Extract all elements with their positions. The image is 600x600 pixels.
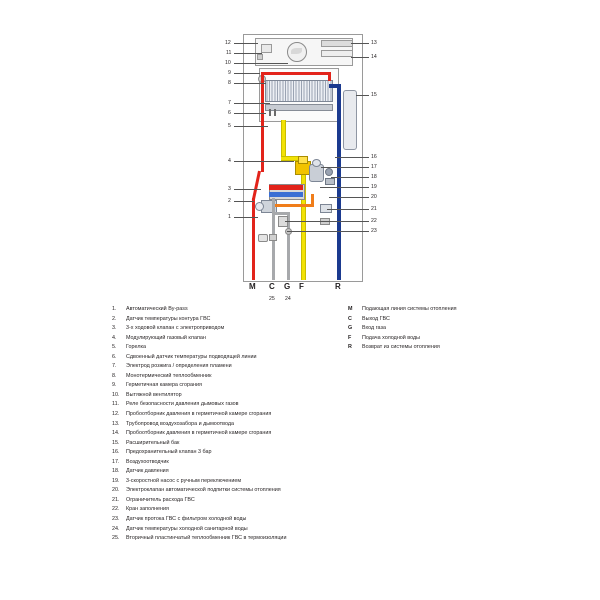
callout-17: 17 <box>371 164 377 170</box>
heating-flow-pipe-left-vert <box>261 72 264 172</box>
legend-number: 7. <box>112 363 117 370</box>
legend-label: Пробоотборник давления в герметичной камере сгорания <box>126 411 272 418</box>
plate-hx-hot-side <box>269 185 303 190</box>
heating-flow-pipe-top <box>261 72 331 75</box>
legend-label: 3-х ходовой клапан с электроприводом <box>126 325 225 332</box>
ignition-electrode <box>269 109 271 116</box>
legend-number: 9. <box>112 382 117 389</box>
callout-4: 4 <box>228 158 231 164</box>
callout-line-12 <box>234 43 258 44</box>
pressure-switch <box>261 44 272 53</box>
list-item <box>112 505 362 515</box>
list-item <box>112 381 362 391</box>
list-item <box>112 429 362 439</box>
callout-15: 15 <box>371 92 377 98</box>
callout-line-3 <box>234 189 261 190</box>
legend-number: 25. <box>112 535 120 542</box>
list-item <box>112 324 362 334</box>
air-vent <box>312 159 321 167</box>
list-item <box>112 525 362 535</box>
callout-21: 21 <box>371 206 377 212</box>
legend-label: Ограничитель расхода ГВС <box>126 496 195 503</box>
fan-blade <box>291 48 302 54</box>
legend-number: 3. <box>112 325 117 332</box>
legend-number: 19. <box>112 477 120 484</box>
legend-number: 14. <box>112 430 120 437</box>
plate-hx-cold-side <box>269 192 303 197</box>
flame-sensing-electrode <box>274 109 276 116</box>
list-item <box>348 334 578 344</box>
list-item <box>112 372 362 382</box>
cold-water-branch <box>272 212 290 215</box>
heating-return-pipe-vert <box>337 84 341 280</box>
list-item <box>112 391 362 401</box>
callout-line-4 <box>234 161 294 162</box>
callout-line-9 <box>234 73 260 74</box>
callout-line-14 <box>351 57 369 58</box>
filling-tap <box>269 234 277 241</box>
legend-number: 20. <box>112 487 120 494</box>
legend-label: Возврат из системы отопления <box>362 344 440 351</box>
callout-1: 1 <box>228 214 231 220</box>
legend-number: 10. <box>112 391 120 398</box>
callout-8: 8 <box>228 80 231 86</box>
legend-key: G <box>348 325 353 332</box>
callout-20: 20 <box>371 194 377 200</box>
legend-label: Датчик температуры контура ГВС <box>126 315 211 322</box>
callout-10: 10 <box>225 60 231 66</box>
legend-number: 12. <box>112 411 120 418</box>
callout-line-11 <box>234 53 262 54</box>
legend-number: 2. <box>112 315 117 322</box>
callout-line-16 <box>335 157 369 158</box>
legend-key: C <box>348 315 352 322</box>
legend-number: 13. <box>112 420 120 427</box>
legend-numbered-list <box>112 305 362 544</box>
legend-number: 21. <box>112 496 120 503</box>
legend-lettered-list <box>348 305 578 353</box>
callout-line-19 <box>320 187 369 188</box>
list-item <box>348 343 578 353</box>
legend-number: 4. <box>112 334 117 341</box>
port-number-24: 24 <box>285 296 291 302</box>
callout-3: 3 <box>228 186 231 192</box>
legend-label: Вторичный пластинчатый теплообменник ГВС в термоизоляции <box>126 535 287 542</box>
air-duct <box>321 50 353 57</box>
legend-label: Датчик давления <box>126 468 169 475</box>
callout-line-5 <box>234 126 268 127</box>
callout-23: 23 <box>371 228 377 234</box>
legend-label: 3-скоростной насос с ручным переключением <box>126 477 242 484</box>
legend-number: 8. <box>112 372 117 379</box>
callout-12: 12 <box>225 40 231 46</box>
callout-line-20 <box>329 197 369 198</box>
list-item <box>112 477 362 487</box>
list-item <box>112 496 362 506</box>
list-item <box>112 305 362 315</box>
gas-valve-coil <box>298 156 308 164</box>
legend-number: 11. <box>112 401 120 408</box>
legend-key: F <box>348 334 352 341</box>
callout-19: 19 <box>371 184 377 190</box>
port-letter-R: R <box>335 282 341 291</box>
legend-label: Сдвоенный датчик температуры подводящей линии <box>126 353 257 360</box>
list-item <box>112 448 362 458</box>
legend-label: Модулирующий газовый клапан <box>126 334 206 341</box>
callout-line-21 <box>327 209 369 210</box>
port-number-25: 25 <box>269 296 275 302</box>
legend-label: Вход газа <box>362 325 386 332</box>
list-item <box>112 420 362 430</box>
legend-label: Вытяжной вентилятор <box>126 391 182 398</box>
callout-line-13 <box>351 43 369 44</box>
list-item <box>112 334 362 344</box>
callout-line-18 <box>331 177 369 178</box>
list-item <box>112 343 362 353</box>
heating-return-pipe-top <box>329 84 340 88</box>
legend-label: Электроклапан автоматической подпитки системы отопления <box>126 487 281 494</box>
callout-line-23 <box>287 231 369 232</box>
callout-5: 5 <box>228 123 231 129</box>
list-item <box>348 324 578 334</box>
port-letter-M: M <box>249 282 256 291</box>
list-item <box>112 410 362 420</box>
legend-key: M <box>348 306 353 312</box>
legend-label: Воздухоотводчик <box>126 458 169 465</box>
list-item <box>112 515 362 525</box>
heating-flow-pipe-right-vert <box>328 72 331 81</box>
legend-number: 23. <box>112 516 120 523</box>
legend-label: Герметичная камера сгорания <box>126 382 202 389</box>
callout-9: 9 <box>228 70 231 76</box>
list-item <box>112 362 362 372</box>
callout-line-10 <box>234 63 288 64</box>
callout-14: 14 <box>371 54 377 60</box>
legend-number: 17. <box>112 458 120 465</box>
legend-number: 24. <box>112 525 120 532</box>
callout-line-1 <box>234 217 258 218</box>
boiler-diagram <box>225 28 385 302</box>
callout-line-8 <box>234 83 266 84</box>
automatic-bypass <box>258 234 268 242</box>
legend-label: Горелка <box>126 344 146 351</box>
legend-label: Предохранительный клапан 3 бар <box>126 449 212 456</box>
expansion-vessel <box>343 90 357 150</box>
legend-label: Автоматический By-pass <box>126 306 188 312</box>
callout-6: 6 <box>228 110 231 116</box>
legend-number: 16. <box>112 449 120 456</box>
dhw-pipe-vert <box>311 194 314 207</box>
callout-13: 13 <box>371 40 377 46</box>
callout-line-15 <box>356 95 369 96</box>
legend-number: 15. <box>112 439 120 446</box>
legend-number: 18. <box>112 468 120 475</box>
legend-number: 6. <box>112 353 117 360</box>
callout-line-2 <box>234 201 254 202</box>
callout-22: 22 <box>371 218 377 224</box>
callout-18: 18 <box>371 174 377 180</box>
legend-number: 22. <box>112 506 120 513</box>
list-item <box>348 305 578 315</box>
legend-label: Расширительный бак <box>126 439 180 446</box>
callout-11: 11 <box>226 50 232 56</box>
legend-label: Датчик температуры холодной санитарной воды <box>126 525 248 532</box>
callout-2: 2 <box>228 198 231 204</box>
legend-number: 1. <box>112 306 117 312</box>
list-item <box>112 353 362 363</box>
callout-line-6 <box>234 113 266 114</box>
callout-16: 16 <box>371 154 377 160</box>
sample-point-left <box>257 54 263 60</box>
list-item <box>348 315 578 325</box>
legend-number: 5. <box>112 344 117 351</box>
legend-label: Датчик протока ГВС с фильтром холодной воды <box>126 516 247 523</box>
callout-line-17 <box>321 167 369 168</box>
dhw-pipe-horiz <box>275 204 311 207</box>
legend-label: Выход ГВС <box>362 315 390 322</box>
three-way-valve-actuator <box>255 202 264 211</box>
flue-duct <box>321 40 353 47</box>
list-item <box>112 439 362 449</box>
port-letter-F: F <box>299 282 304 291</box>
legend-label: Электрод розжига / определения пламени <box>126 363 232 370</box>
callout-line-22 <box>285 221 369 222</box>
list-item <box>112 400 362 410</box>
list-item <box>112 486 362 496</box>
legend-label: Пробоотборник давления в герметичной камере сгорания <box>126 430 272 437</box>
safety-valve <box>325 178 335 185</box>
port-letter-C: C <box>269 282 275 291</box>
legend-label: Трубопровод воздухозабора и дымоотвода <box>126 420 234 427</box>
pressure-sensor <box>325 168 333 176</box>
legend-label: Реле безопасности давления дымовых газов <box>126 401 239 408</box>
legend-label: Подающая линия системы отопления <box>362 306 457 312</box>
legend-label: Подача холодной воды <box>362 334 421 341</box>
list-item <box>112 534 362 544</box>
main-heat-exchanger <box>265 80 333 102</box>
port-letter-G: G <box>284 282 291 291</box>
list-item <box>112 458 362 468</box>
list-item <box>112 467 362 477</box>
legend-label: Кран заполнения <box>126 506 169 513</box>
heating-flow-pipe-outlet <box>252 198 255 280</box>
gas-pipe-vert <box>281 120 286 158</box>
legend-key: R <box>348 344 352 351</box>
legend-label: Монотермический теплообменник <box>126 372 212 379</box>
list-item <box>112 315 362 325</box>
callout-line-7 <box>234 103 270 104</box>
callout-7: 7 <box>228 100 231 106</box>
